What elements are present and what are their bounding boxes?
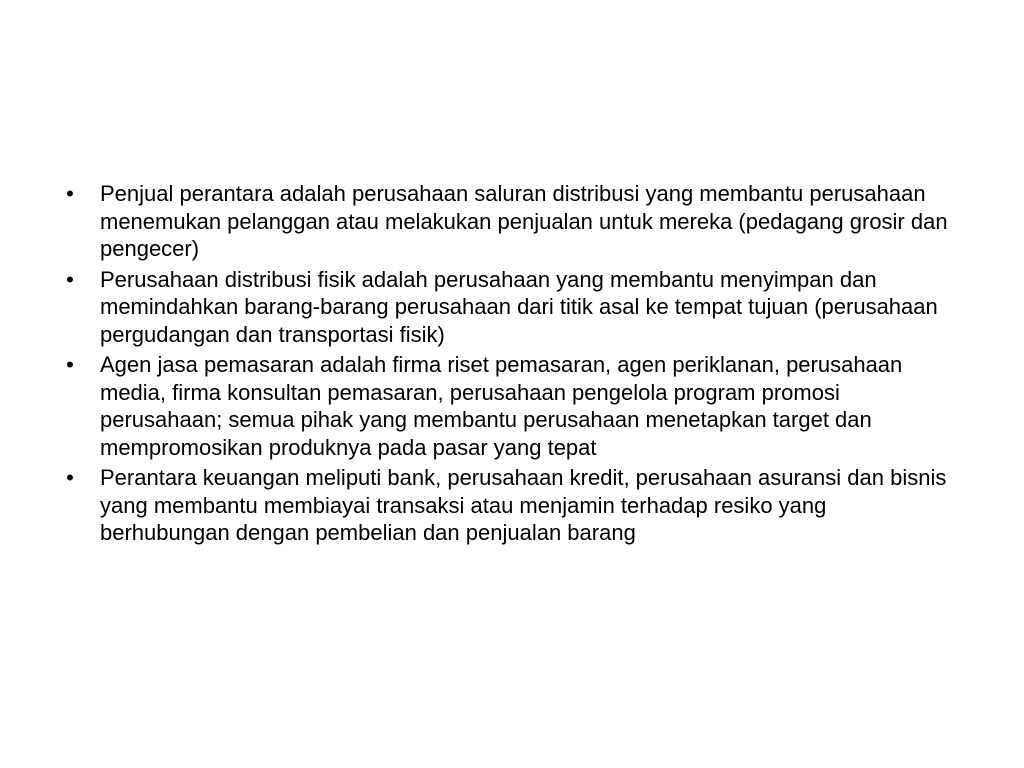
list-item [60, 464, 960, 547]
list-item [60, 266, 960, 349]
bullet-list [60, 180, 960, 550]
bullet-text: Agen jasa pemasaran adalah firma riset pemasaran, agen periklanan, perusahaan media, firma konsultan pemasaran, perusahaan pengelola program promosi perusahaan; semua pihak yang membantu perusahaan menetapkan target dan mempromosikan produknya pada pasar yang tepat [100, 352, 903, 460]
bullet-icon: • [66, 266, 74, 292]
bullet-icon: • [66, 465, 74, 490]
bullet-text: Penjual perantara adalah perusahaan saluran distribusi yang membantu perusahaan menemukan pelanggan atau melakukan penjualan untuk mereka (pedagang grosir dan pengecer) [100, 181, 948, 261]
bullet-icon: • [66, 181, 74, 206]
bullet-text: Perusahaan distribusi fisik adalah perusahaan yang membantu menyimpan dan memindahkan barang-barang perusahaan dari titik asal ke tempat tujuan (perusahaan pergudangan dan transportasi fisik) [100, 266, 938, 347]
bullet-text: Perantara keuangan meliputi bank, perusahaan kredit, perusahaan asuransi dan bisnis yang membantu membiayai transaksi atau menjamin terhadap resiko yang berhubungan dengan pembelian dan penjualan barang [100, 465, 947, 545]
bullet-icon: • [66, 352, 74, 377]
list-item [60, 180, 960, 263]
list-item [60, 351, 960, 461]
